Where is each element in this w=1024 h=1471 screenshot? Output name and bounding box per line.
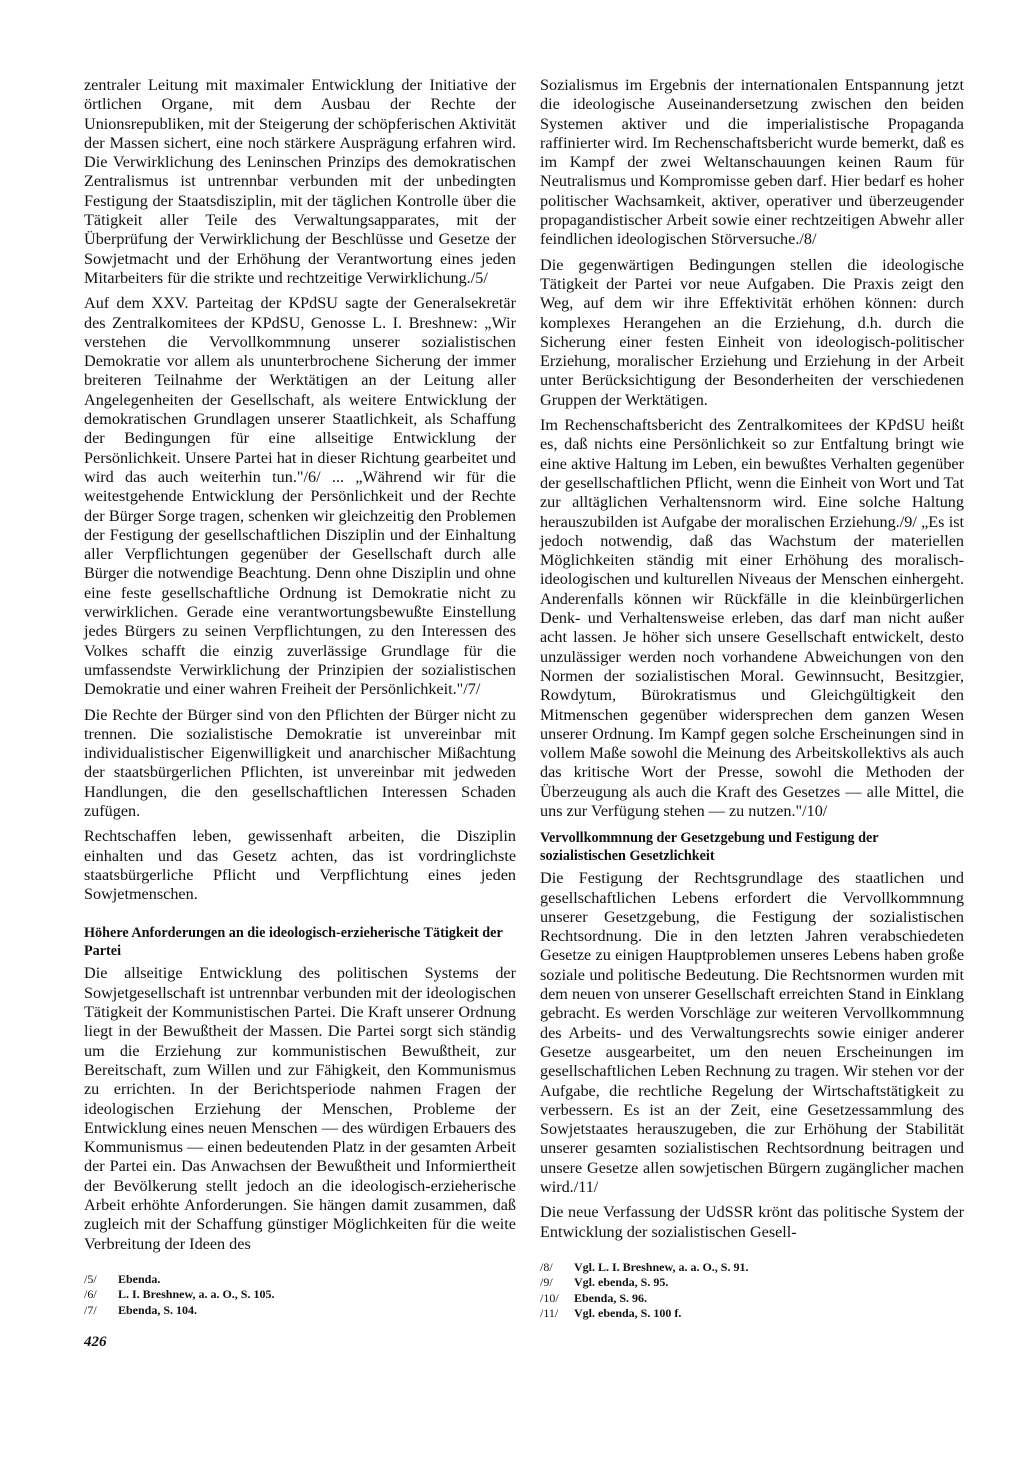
footnote-text: Ebenda, S. 104. (118, 1302, 198, 1317)
body-paragraph: Sozialismus im Ergebnis der internationalen Entspannung jetzt die ideologische Auseinandersetzung zwischen den beiden Systemen aktiver und die imperialistische Propaganda raffinierter wird. Im Rechenschaftsbericht wurde bemerkt, daß es im Kampf der zwei Weltanschauungen keinen Raum für Neutralismus und Kompromisse geben darf. Hier bedarf es hoher politischer Wachsamkeit, aktiver, operativer und überzeugender propagandistischer Arbeit sowie einer rechtzeitigen Abwehr aller feindlichen ideologischen Störversuche./8/ (540, 76, 964, 249)
body-paragraph: Die Festigung der Rechtsgrundlage des staatlichen und gesellschaftlichen Lebens erfordert die Vervollkommnung unserer Gesetzgebung, die Festigung der sozialistischen Rechtsordnung. Die in den letzten Jahren verabschiedeten Gesetze zu einigen Hauptproblemen unseres Lebens haben große soziale und politische Bedeutung. Die Rechtsnormen wurden mit dem neuen von unserer Gesellschaft erreichten Stand in Einklang gebracht. Es werden Vorschläge zur weiteren Vervollkommnung des Arbeits- und des Verwaltungsrechts sowie einiger anderer Gesetze ausgearbeitet, um den neuen Erscheinungen im gesellschaftlichen Leben Rechnung zu tragen. Wir stehen vor der Aufgabe, die rechtliche Regelung der Wirtschaftstätigkeit zu verbessern. Es ist an der Zeit, eine Gesetzessammlung des Sowjetstaates herauszugeben, die zur Erhöhung der Stabilität unserer gesamten sozialistischen Rechtsordnung beitragen und unsere Gesetze allen sowjetischen Bürgern zugänglicher machen wird./11/ (540, 869, 964, 1197)
footnote (540, 1260, 964, 1276)
footnote-text: L. I. Breshnew, a. a. O., S. 105. (118, 1287, 275, 1302)
right-column (540, 76, 964, 1322)
footnotes (84, 1272, 516, 1319)
footnote-text: Vgl. L. I. Breshnew, a. a. O., S. 91. (574, 1259, 749, 1274)
footnote (540, 1306, 964, 1322)
footnote (540, 1275, 964, 1291)
body-paragraph: Die gegenwärtigen Bedingungen stellen die ideologische Tätigkeit der Partei vor neue Aufgaben. Die Praxis zeigt den Weg, auf dem wir ihre Effektivität erhöhen können: durch komplexes Herangehen an die Erziehung, d.h. durch die Sicherung einer festen Einheit von ideologisch-politischer Erziehung, moralischer Erziehung und Erziehung in der Arbeit unter Berücksichtigung der Besonderheiten der verschiedenen Gruppen der Werktätigen. (540, 255, 964, 409)
section-heading: Vervollkommnung der Gesetzgebung und Festigung der sozialistischen Gesetzlichkeit (540, 830, 879, 865)
footnote-ref: /5/ (84, 1271, 97, 1286)
body-paragraph: Die Rechte der Bürger sind von den Pflichten der Bürger nicht zu trennen. Die sozialistische Demokratie ist unvereinbar mit individualistischer Eigenwilligkeit und anarchischer Mißachtung der staatsbürgerlichen Pflichten, ist unvereinbar mit jedweden Handlungen, die den gesellschaftlichen Interessen Schaden zufügen. (84, 705, 516, 820)
page-number: 426 (84, 1334, 107, 1350)
footnote-ref: /11/ (540, 1306, 559, 1321)
body-paragraph: Die neue Verfassung der UdSSR krönt das politische System der Entwicklung der sozialistischen Gesell- (540, 1203, 964, 1241)
footnote-ref: /10/ (540, 1290, 559, 1305)
footnote-text: Ebenda. (118, 1271, 161, 1286)
footnote-text: Vgl. ebenda, S. 100 f. (574, 1306, 682, 1321)
body-paragraph: zentraler Leitung mit maximaler Entwicklung der Initiative der örtlichen Organe, mit dem Ausbau der Rechte der Unionsrepubliken, mit der Steigerung der schöpferischen Aktivität der Massen sichert, eine noch stärkere Ausprägung erfahren wird. Die Verwirklichung des Leninschen Prinzips des demokratischen Zentralismus ist untrennbar verbunden mit der unbedingten Festigung der Staatsdisziplin, mit der täglichen Kontrolle über die Tätigkeit aller Teile des Verwaltungsapparates, mit der Überprüfung der Verwirklichung der Beschlüsse und Gesetze der Sowjetmacht und der Erhöhung der Verantwortung eines jeden Mitarbeiters für die strikte und rechtzeitige Verwirklichung./5/ (84, 76, 516, 287)
footnote (84, 1272, 516, 1288)
footnote-ref: /8/ (540, 1259, 553, 1274)
body-paragraph: Rechtschaffen leben, gewissenhaft arbeiten, die Disziplin einhalten und das Gesetz achten, das ist vordringlichste staatsbürgerliche Pflicht und Verpflichtung eines jeden Sowjetmenschen. (84, 827, 516, 904)
footnote-ref: /6/ (84, 1287, 97, 1302)
footnote-text: Vgl. ebenda, S. 95. (574, 1275, 669, 1290)
footnote-ref: /9/ (540, 1275, 553, 1290)
footnote (84, 1287, 516, 1303)
body-paragraph: Auf dem XXV. Parteitag der KPdSU sagte der Generalsekretär des Zentralkomitees der KPdSU, Genosse L. I. Breshnew: „Wir verstehen die Vervollkommnung unserer sozialistischen Demokratie vor allem als ununterbrochene Sicherung der immer breiteren Teilnahme der Werktätigen an der Leitung aller Angelegenheiten der Gesellschaft, als weitere Entwicklung der demokratischen Grundlagen unserer Staatlichkeit, als Schaffung der Bedingungen für eine allseitige Entwicklung der Persönlichkeit. Unsere Partei hat in dieser Richtung gearbeitet und wird das auch weiterhin tun."/6/ ... „Während wir für die weitestgehende Entwicklung der Persönlichkeit und der Rechte der Bürger Sorge tragen, schenken wir gleichzeitig den Problemen der Festigung der gesellschaftlichen Disziplin und der Einhaltung aller Verpflichtungen gegenüber der Gesellschaft durch alle Bürger die notwendige Beachtung. Denn ohne Disziplin und ohne eine feste gesellschaftliche Ordnung ist Demokratie nicht zu verwirklichen. Gerade eine verantwortungsbewußte Einstellung jedes Bürgers zu seinen Verpflichtungen, zu den Interessen des Volkes schafft die einzig zuverlässige Grundlage für die umfassendste Verwirklichung der Prinzipien der sozialistischen Demokratie und einer wahren Freiheit der Persönlichkeit."/7/ (84, 294, 516, 699)
footnote-text: Ebenda, S. 96. (574, 1290, 648, 1305)
footnote-ref: /7/ (84, 1302, 97, 1317)
body-paragraph: Im Rechenschaftsbericht des Zentralkomitees der KPdSU heißt es, daß nichts eine Persönlichkeit so zur Entfaltung bringt wie eine aktive Haltung im Leben, ein bewußtes Verhalten gegenüber der gesellschaftlichen Pflicht, wenn die Einheit von Wort und Tat zur alltäglichen Verhaltensnorm wird. Eine solche Haltung herauszubilden ist Aufgabe der moralischen Erziehung./9/ „Es ist jedoch notwendig, daß das Wachstum der materiellen Möglichkeiten ständig mit einer Erhöhung des moralisch-ideologischen und kulturellen Niveaus der Menschen einhergeht. Anderenfalls können wir Rückfälle in die kleinbürgerlichen Denk- und Verhaltensweise erleben, das darf man nicht außer acht lassen. Je höher sich unsere Gesellschaft entwickelt, desto unzulässiger werden noch vorhandene Abweichungen von den Normen der sozialistischen Moral. Gewinnsucht, Besitzgier, Rowdytum, Bürokratismus und Gleichgültigkeit den Mitmenschen gegenüber widersprechen dem ganzen Wesen unserer Ordnung. Im Kampf gegen solche Erscheinungen sind in vollem Maße sowohl die Meinung des Arbeitskollektivs als auch das kritische Wort der Presse, sowohl die Methoden der Überzeugung als auch die Kraft des Gesetzes — alle Mittel, die uns zur Verfügung stehen — zu nutzen."/10/ (540, 416, 964, 820)
section-heading: Höhere Anforderungen an die ideologisch-erzieherische Tätigkeit der Partei (84, 925, 503, 960)
footnote (540, 1291, 964, 1307)
left-column (84, 76, 516, 1318)
footnote (84, 1303, 516, 1319)
footnotes (540, 1260, 964, 1322)
body-paragraph: Die allseitige Entwicklung des politischen Systems der Sowjetgesellschaft ist untrennbar verbunden mit der ideologischen Tätigkeit der Kommunistischen Partei. Die Kraft unserer Ordnung liegt in der Bewußtheit der Massen. Die Partei sorgt sich ständig um die Erziehung zur kommunistischen Bewußtheit, zur Bereitschaft, zum Willen und zur Fähigkeit, den Kommunismus zu errichten. In der Berichtsperiode nahmen Fragen der ideologischen Erziehung der Menschen, Probleme der Entwicklung eines neuen Menschen — des würdigen Erbauers des Kommunismus — einen bedeutenden Platz in der gesamten Arbeit der Partei ein. Das Anwachsen der Bewußtheit und Informiertheit der Bevölkerung stellt jedoch an die ideologisch-erzieherische Arbeit erhöhte Anforderungen. Sie hängen damit zusammen, daß zugleich mit der Schaffung günstiger Möglichkeiten für die weite Verbreitung der Ideen des (84, 964, 516, 1253)
